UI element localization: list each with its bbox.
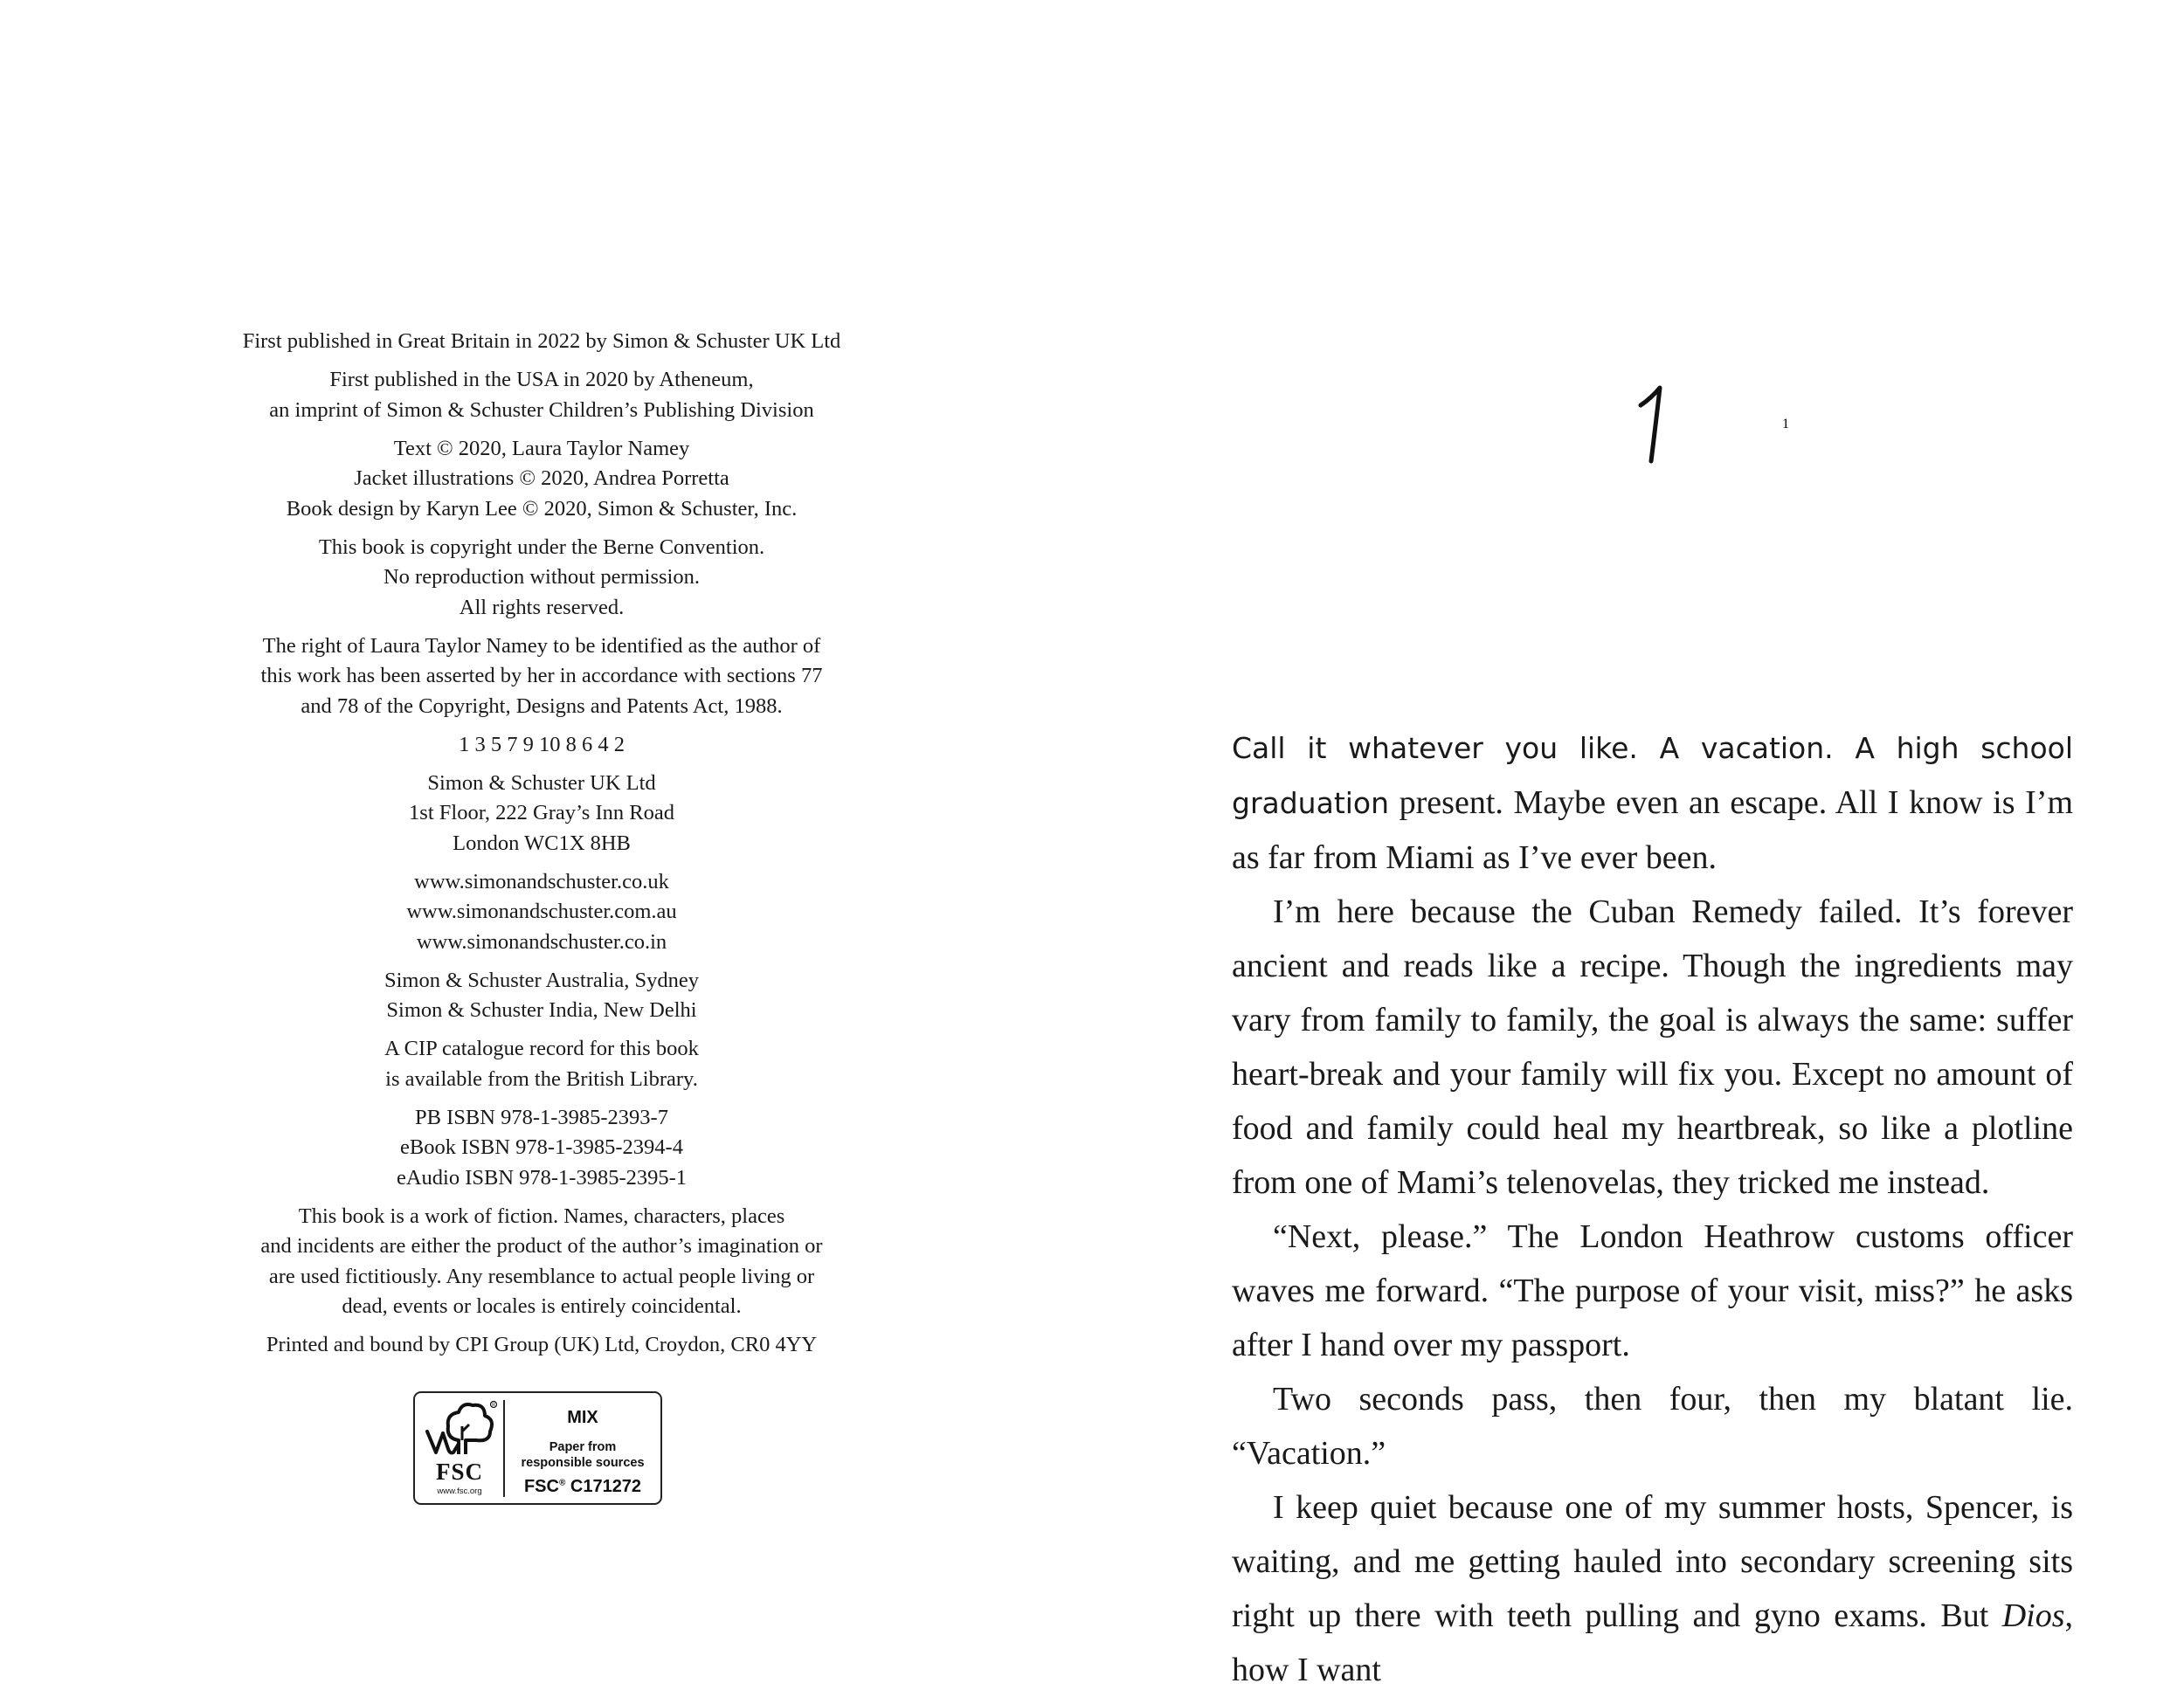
- chapter-paragraph-text: present. Maybe even an escape. All I know is I’m as far from Miami as I’ve ever been.: [1232, 784, 2073, 876]
- copyright-block: [166, 365, 917, 425]
- copyright-line: Simon & Schuster UK Ltd: [427, 770, 656, 795]
- fsc-paper-line: Paper from: [549, 1440, 617, 1454]
- fsc-paper-line: responsible sources: [521, 1456, 645, 1470]
- fsc-registered-mark: ®: [558, 1478, 566, 1488]
- chapter-paragraph: “Next, please.” The London Heathrow customs officer waves me forward. “The purpose of your visit, miss?” he asks after I hand over my passport.: [1232, 1218, 2073, 1363]
- fsc-code-number: C171272: [570, 1477, 642, 1496]
- copyright-line: Jacket illustrations © 2020, Andrea Porretta: [354, 466, 729, 490]
- fsc-license-code: [506, 1477, 660, 1497]
- chapter-body: [1232, 721, 2073, 1697]
- fsc-mix-label: MIX: [567, 1408, 598, 1427]
- copyright-line: All rights reserved.: [459, 595, 625, 619]
- copyright-line: Text © 2020, Laura Taylor Namey: [393, 436, 690, 460]
- copyright-line: This book is a work of fiction. Names, characters, places: [298, 1204, 785, 1228]
- copyright-line: www.simonandschuster.com.au: [406, 900, 677, 923]
- copyright-line: The right of Laura Taylor Namey to be identified as the author of: [262, 633, 821, 658]
- fsc-code-prefix: FSC: [523, 1477, 559, 1496]
- copyright-line: Book design by Karyn Lee © 2020, Simon & Schuster, Inc.: [286, 496, 798, 521]
- copyright-block: [166, 1103, 917, 1194]
- copyright-block: [166, 631, 917, 722]
- chapter-number: [1607, 376, 1789, 472]
- copyright-block: [166, 769, 917, 859]
- copyright-block: [166, 867, 917, 958]
- fsc-website: www.fsc.org: [437, 1487, 482, 1496]
- copyright-line: an imprint of Simon & Schuster Children’s Publishing Division: [269, 397, 814, 422]
- copyright-block: [166, 1330, 917, 1361]
- copyright-line: and incidents are either the product of the author’s imagination or: [260, 1234, 823, 1258]
- copyright-line: this work has been asserted by her in accordance with sections 77: [260, 664, 823, 687]
- copyright-line: Simon & Schuster India, New Delhi: [386, 998, 697, 1022]
- copyright-block: [166, 434, 917, 525]
- copyright-line: is available from the British Library.: [385, 1066, 698, 1091]
- copyright-block: [166, 966, 917, 1026]
- copyright-line: Printed and bound by CPI Group (UK) Ltd, Croydon, CR0 4YY: [266, 1333, 818, 1356]
- copyright-line: and 78 of the Copyright, Designs and Patents Act, 1988.: [301, 693, 783, 718]
- copyright-line: Simon & Schuster Australia, Sydney: [384, 968, 699, 992]
- fsc-divider: [503, 1400, 505, 1497]
- chapter-paragraph: [1232, 1480, 2073, 1697]
- copyright-line: First published in the USA in 2020 by Atheneum,: [329, 368, 754, 391]
- copyright-block: [166, 730, 917, 761]
- chapter-paragraph: [1232, 721, 2073, 885]
- copyright-block: [166, 533, 917, 624]
- copyright-line: eAudio ISBN 978-1-3985-2395-1: [396, 1165, 688, 1190]
- copyright-block: [166, 327, 917, 357]
- chapter-paragraph: Two seconds pass, then four, then my blatant lie. “Vacation.”: [1232, 1381, 2073, 1472]
- chapter-lead-in: Call it whatever you like. A vacation. A high school graduation: [1232, 731, 2073, 820]
- chapter-paragraph-text: I keep quiet because one of my summer hosts, Spencer, is waiting, and me getting hauled into secondary screening sits right up there with teeth pulling and gyno exams. But: [1232, 1489, 2073, 1634]
- copyright-block: [166, 1034, 917, 1094]
- copyright-line: 1st Floor, 222 Gray’s Inn Road: [409, 801, 674, 824]
- fsc-logo: [413, 1391, 662, 1505]
- copyright-page: [166, 327, 917, 1369]
- copyright-line: 1 3 5 7 9 10 8 6 4 2: [459, 732, 625, 756]
- chapter-italic-word: Dios: [2001, 1597, 2065, 1634]
- copyright-line: PB ISBN 978-1-3985-2393-7: [415, 1105, 668, 1129]
- fsc-name: FSC: [435, 1459, 483, 1485]
- copyright-line: No reproduction without permission.: [383, 565, 700, 589]
- copyright-line: This book is copyright under the Berne Convention.: [318, 535, 765, 559]
- chapter-paragraph-text: , how I want: [1232, 1597, 2073, 1688]
- copyright-line: www.simonandschuster.co.in: [416, 929, 667, 954]
- fsc-paper-label: [506, 1439, 660, 1471]
- copyright-line: are used fictitiously. Any resemblance to actual people living or: [268, 1264, 815, 1288]
- copyright-line: First published in Great Britain in 2022 by Simon & Schuster UK Ltd: [242, 329, 841, 353]
- chapter-number-text: 1: [1782, 417, 1789, 431]
- copyright-line: London WC1X 8HB: [453, 831, 631, 855]
- copyright-block: [166, 1202, 917, 1322]
- copyright-line: dead, events or locales is entirely coincidental.: [342, 1294, 742, 1318]
- copyright-line: A CIP catalogue record for this book: [384, 1037, 699, 1060]
- copyright-line: www.simonandschuster.co.uk: [414, 869, 669, 893]
- chapter-paragraph: I’m here because the Cuban Remedy failed. It’s forever ancient and reads like a recipe. Though the ingredients may vary from family to family, the goal is always the same: suffer heart-break and your family will fix you. Except no amount of food and family could heal my heartbreak, so like a plotline from one of Mami’s telenovelas, they tricked me instead.: [1232, 893, 2073, 1201]
- copyright-line: eBook ISBN 978-1-3985-2394-4: [400, 1135, 683, 1159]
- svg-text:R: R: [492, 1403, 495, 1408]
